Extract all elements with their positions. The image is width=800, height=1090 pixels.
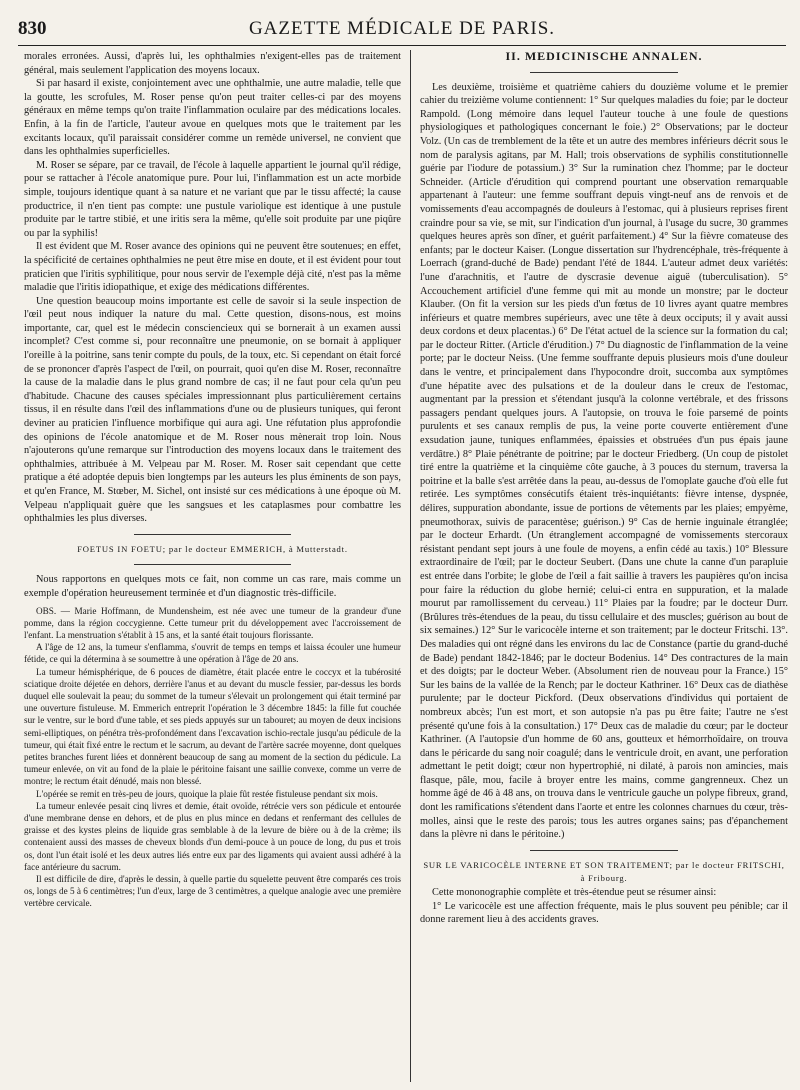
- page-header: [18, 18, 786, 48]
- divider: [134, 534, 291, 535]
- divider: [530, 72, 678, 73]
- left-column: [24, 50, 401, 910]
- article-subheading: FOETUS IN FOETU; par le docteur EMMERICH, à Mutterstadt.: [77, 543, 348, 554]
- section-title: II. MEDICINISCHE ANNALEN.: [505, 49, 703, 63]
- column-divider: [410, 50, 411, 1082]
- observation-paragraph: L'opérée se remit en très-peu de jours, quoique la plaie fût restée fistuleuse pendant six mois.: [36, 788, 378, 799]
- article-subheading: SUR LE VARICOCÈLE INTERNE ET SON TRAITEMENT; par le docteur FRITSCHI, à Fribourg.: [423, 859, 785, 884]
- paragraph: Cette mononographie complète et très-étendue peut se résumer ainsi:: [432, 887, 717, 899]
- observation-paragraph: La tumeur enlevée pesait cinq livres et demie, était ovoïde, rétrécie vers son pédicule et entourée d'une membrane dense en dehors, et de plus en plus mince en dedans et renfermant des cellules de graisse et des kystes pleins de liquide gras semblable à de la levure de bière ou à de la crème; ils contenaient aussi des masses de cheveux blonds d'un demi-pouce à un pouce de long, du pus et trois os, dont l'un était isolé et les deux autres liés entre eux par des ligaments qui avaient aussi adhéré à la face antérieure du sacrum.: [24, 800, 401, 872]
- paragraph: Il est évident que M. Roser avance des opinions qui ne peuvent être soutenues; en effet, la spécificité de certaines ophthalmies ne peut être mise en doute, et il est évident pour tout praticien que l'iritis syphilitique, pour nous servir de l'exemple déjà cité, n'est pas la même maladie que l'iritis idiopathique, et exige des médications différentes.: [24, 241, 401, 294]
- divider: [530, 850, 678, 851]
- paragraph: morales erronées. Aussi, d'après lui, les ophthalmies n'exigent-elles pas de traitement général, mais seulement l'application des moyens locaux.: [24, 51, 401, 76]
- paragraph: 1° Le varicocèle est une affection fréquente, mais le plus souvent peu pénible; car il donne rarement lieu à des accidents graves.: [420, 900, 788, 926]
- paragraph: M. Roser se sépare, par ce travail, de l'école à laquelle appartient le journal qu'il rédige, pour se rattacher à l'école anatomique pure. Pour lui, l'inflammation est un acte morbide simple, toujours identique quant à sa nature et ne variant que par le tissu affecté; la cause productrice, il n'en tient pas compte: une pustule variolique est identique à une pustule produite par le tartre stibié, et une iritis sera la même, qu'elle soit produite par une piqûre ou par la syphilis!: [24, 159, 401, 239]
- right-column: [420, 50, 788, 927]
- paragraph: Nous rapportons en quelques mots ce fait, non comme un cas rare, mais comme un exemple d'opération heureusement terminée et d'un diagnostic très-difficile.: [24, 574, 401, 599]
- observation-paragraph: OBS. — Marie Hoffmann, de Mundensheim, est née avec une tumeur de la grandeur d'une pomme, dans la région coccygienne. Cette tumeur prit du développement avec l'accroissement de l'enfant. La menstruation s'établit à 15 ans, et la santé était toujours florissante.: [24, 605, 401, 640]
- observation-paragraph: La tumeur hémisphérique, de 6 pouces de diamètre, était placée entre le coccyx et la tubérosité sciatique droite déjetée en dehors, derrière l'anus et au devant du muscle fessier, par-dessus les bords duquel elle soulevait la peau; du sommet de la tumeur s'élevait un prolongement qui était terminé par une ouverture fistuleuse. M. Emmerich entreprit l'opération le 3 décembre 1845: la fille fut couchée sur le ventre, sur le bord d'une table, et ses pieds appuyés sur un tabouret; au moyen de deux incisions semi-elliptiques, on pénétra très-profondément dans l'excavation ischio-rectale jusqu'au pédicule de la tumeur, qui était fixé entre le rectum et le sacrum, au devant de l'artère sacrée moyenne, dont quelques petites branches furent liées et donnèrent beaucoup de sang au moment de la section du pédicule. La tumeur enlevée, on vit au fond de la plaie le péritoine faisant une saillie convexe, comme un verre de montre; le rectum était dénudé, mais non blessé.: [24, 666, 401, 787]
- paragraph: Une question beaucoup moins importante est celle de savoir si la seule inspection de l'œil peut nous indiquer la nature du mal. Cette question, disons-nous, est moins importante, car, quel est le médecin consciencieux qui se bornerait à un examen aussi incomplet? C'est comme si, pour reconnaître une pneumonie, on se bornait à appliquer l'oreille à la poitrine, sans tenir compte du pouls, de la toux, etc. Si cependant on était forcé de se prononcer d'après l'aspect de l'œil, on pourrait, quoi qu'en dise M. Roser, reconnaître la cause de la maladie dans le plus grand nombre de cas; il ne faut pour cela qu'un peu d'habitude. Chacune des causes spéciales impressionnant plus particulièrement certains tissus, il en résulte dans l'œil des inflammations d'une ou de plusieurs tuniques, qui feront deviner au praticien l'influence morbifique qui aura agi. Une réfutation plus approfondie des opinions de l'école anatomique et de M. Roser nous mènerait trop loin. Nous n'ajouterons qu'une remarque sur l'introduction des moyens locaux dans le traitement des ophthalmies, attribuée à M. Velpeau par M. Roser. M. Roser sait cependant que cette pratique a été adoptée depuis bien longtemps par les auteurs les plus éminents de son pays, et qu'en France, M. Stœber, M. Sichel, ont insisté sur ces médications à une époque où M. Velpeau n'appliquait guère que les sangsues et les cataplasmes pour combattre les ophthalmies les plus diverses.: [24, 295, 401, 525]
- divider: [134, 564, 291, 565]
- page-number: 830: [18, 18, 47, 39]
- header-rule: [18, 45, 786, 46]
- observation-paragraph: Il est difficile de dire, d'après le dessin, à quelle partie du squelette peuvent être comparés ces trois os, longs de 5 à 6 centimètres; l'un d'eux, large de 3 centimètres, a quelque analogie avec une première vertèbre cervicale.: [24, 874, 401, 909]
- observation-paragraph: A l'âge de 12 ans, la tumeur s'enflamma, s'ouvrit de temps en temps et laissa écouler une humeur fétide, ce qui la détermina à se soumettre à une opération à l'âge de 20 ans.: [24, 642, 401, 665]
- paragraph: Si par hasard il existe, conjointement avec une ophthalmie, une autre maladie, telle que la goutte, les scrofules, M. Roser pense qu'on peut traiter celles-ci par des moyens généraux en même temps qu'on traite l'inflammation oculaire par des médications locales. Enfin, à la fin de l'article, l'auteur avoue en quelques mots que le traitement par les excitants locaux, qu'il paraissait considérer comme un remède universel, ne convient que dans les ophthalmies superficielles.: [24, 78, 401, 158]
- paragraph: Les deuxième, troisième et quatrième cahiers du douzième volume et le premier cahier du treizième volume contiennent: 1° Sur quelques maladies du foie; par le docteur Rampold. (Long mémoire dans lequel l'auteur touche à une foule de questions physiologiques et pathologiques concernant le foie.) 2° Observations; par le docteur Volz. (Un cas de tremblement de la tête et un autre des membres inférieurs décrit sous le nom de paralysis agitans, par M. Hall; trois observations de syphilis constitutionnelle guérie par l'iodure de potassium.) 3° Sur la rumination chez l'homme; par le docteur Schneider. (Article d'érudition qui comprend pourtant une observation remarquable appartenant à l'auteur: une femme souffrant depuis vingt-neuf ans de renvois et de vomissements d'eau accompagnés de douleurs à l'estomac, qui à plusieurs reprises firent craindre pour sa vie, se mit, sur l'indication d'un journal, à l'usage du sucre, 30 grammes quelques heures après son dîner, et guérit parfaitement.) 4° Sur la fièvre comateuse des enfants; par le docteur Kaiser. (Longue dissertation sur l'hydrencéphale, très-fréquente à Loerrach (grand-duché de Bade) pendant l'été de 1844. L'auteur admet deux variétés: l'une d'arachnitis, et l'autre de dyscrasie devenue aiguë (tuberculisation). 5° Accouchement artificiel d'une femme qui mit au monde un monstre; par le docteur Klauber. (On fit la version sur les pieds d'un fœtus de 10 livres ayant quatre membres inférieurs et quatre membres supérieurs, avec une tête à deux occiputs; il y avait aussi deux cordons et deux placentas.) 6° De l'état actuel de la science sur la formation du cal; par le docteur Ritter. (Article d'érudition.) 7° Du diagnostic de l'inflammation de la veine porte; par le docteur Neiss. (Une femme souffrante depuis plusieurs mois d'une douleur dans le ventre, et principalement dans l'hypocondre droit, succomba aux symptômes d'une hépatite avec des pulsations et de la douleur dans le creux de l'estomac, augmentant par la pression et s'étendant jusqu'à la colonne vertébrale, et des frissons passagers pendant quelques jours. A l'autopsie, on trouva le foie parsemé de points purulents et ses canaux remplis de pus, la veine porte couverte entièrement d'une exsudation jaune, tuniques enflammées, épaissies et obstruées d'un pus épais jaune verdâtre.) 8° Plaie pénétrante de poitrine; par le docteur Friedberg. (Un coup de pistolet tiré entre la quatrième et la cinquième côte gauche, à 3 pouces du sternum, traversa la poitrine et la balle s'est arrêtée dans la peau, au-dessus de l'omoplate gauche d'où elle fut retirée. Les symptômes consécutifs étaient très-inquiétants: fièvre intense, dyspnée, délires, suppuration abondante, issue de portions de vêtements par les plaies; empyème, pneumothorax, suivis de paracentèse; guérison.) 9° Cas de hernie inguinale étranglée; par le docteur Erhardt. (Un étranglement accompagné de vomissements stercoraux résistant pendant sept jours à une foule de moyens, a enfin cédé au taxis.) 10° Blessure extraordinaire de l'œil; par le docteur Seubert. (Dans une chute la canne d'un parapluie est entrée dans l'orbite; le globe de l'œil a fait saillie à travers les paupières qu'on incisa pour faire la réduction du globe hernié; celui-ci entra en suppuration, et la malade mourut par ramollissement du cerveau.) 11° Plaies par la foudre; par le docteur Durr. (Brûlures très-étendues de la peau, du tissu cellulaire et des muscles; guérison au bout de six semaines.) 12° Sur le varicocèle interne et son traitement; par le docteur Fritschi. 13°. Des maladies qui ont régné dans les environs du lac de Constance (partie du grand-duché de Bade) pendant 1842-1846; par le docteur Bodenius. 14° Des contractures de la main et des doigts; par le docteur Weber. (Absolument rien de nouveau pour la France.) 15° Sur les bains de la vallée de la Rench; par le docteur Kathriner. 16° Deux cas de diathèse purulente; par le docteur Pickford. (Deux observations d'individus qui portaient de nombreux abcès; l'un est mort, et son autopsie n'a pas pu être faite; l'autre ne s'est présenté qu'une fois à la consultation.) 17° Deux cas de maladie du cœur; par le docteur Kathriner. (A l'autopsie d'un homme de 60 ans, goutteux et hémorrhoïdaire, on trouva dans le péricarde du sang noir coagulé; dans le ventricule droit, en avant, une perforation admettant le petit doigt; cœur non hypertrophié, ni dilaté, à parois non amincies, mais flasque, pâle, mou, facile à broyer entre les mains, comme gangrenneux. Chez un homme âgé de 46 à 48 ans, on trouva dans le ventricule gauche un polype fibreux, grand, dont les ramifications s'étendent dans l'aorte et entre les colonnes charnues du cœur, très-molles, ainsi que le reste des parois; tous les autres organes sains; pas d'épanchement dans la plèvre ni dans le péritoine.): [420, 81, 788, 841]
- running-title: GAZETTE MÉDICALE DE PARIS.: [248, 18, 556, 39]
